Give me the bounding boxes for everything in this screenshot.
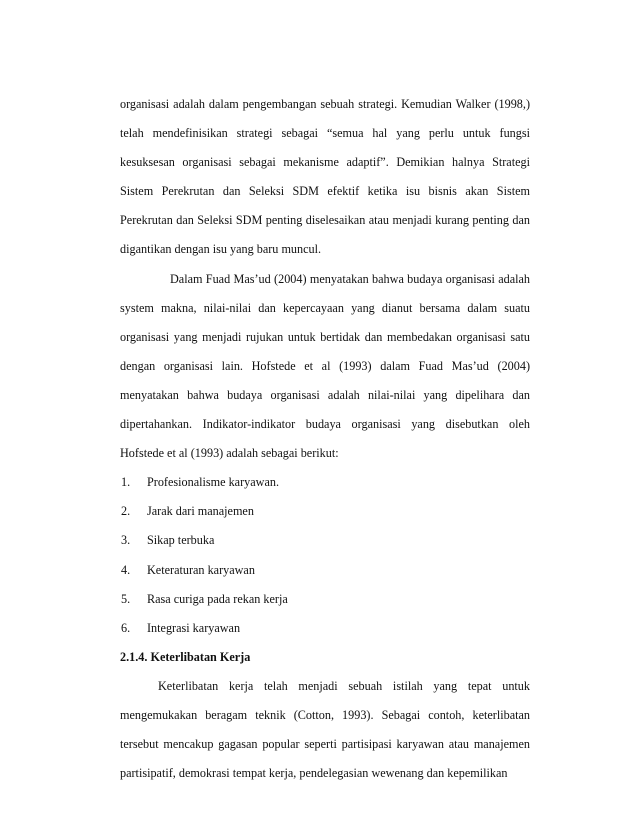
list-item [120,497,530,526]
list-number: 1. [121,475,131,490]
list-text: Jarak dari manajemen [147,504,254,519]
list-text: Keteraturan karyawan [147,562,255,577]
list-item [120,526,530,555]
paragraph-culture: Dalam Fuad Mas’ud (2004) menyatakan bahwa budaya organisasi adalah system makna, nilai-nilai dan kepercayaan yang dianut bersama dalam suatu organisasi yang menjadi rujukan untuk bertidak dan membedakan organisasi satu dengan organisasi lain. Hofstede et al (1993) dalam Fuad Mas’ud (2004) menyatakan bahwa budaya organisasi adalah nilai-nilai yang dipelihara dan dipertahankan. Indikator-indikator budaya organisasi yang disebutkan oleh Hofstede et al (1993) adalah sebagai berikut: [120,271,530,461]
indicator-list [120,468,530,643]
page-content [120,90,530,788]
list-item [120,614,530,643]
list-item [120,585,530,614]
list-item [120,468,530,497]
section-heading: 2.1.4. Keterlibatan Kerja [120,649,251,664]
list-number: 6. [121,620,131,635]
list-text: Rasa curiga pada rekan kerja [147,591,288,606]
paragraph-strategy: organisasi adalah dalam pengembangan sebuah strategi. Kemudian Walker (1998,) telah mendefinisikan strategi sebagai “semua hal yang perlu untuk fungsi kesuksesan organisasi sebagai mekanisme adaptif”. Demikian halnya Strategi Sistem Perekrutan dan Seleksi SDM efektif ketika isu bisnis akan Sistem Perekrutan dan Seleksi SDM penting diselesaikan atau menjadi kurang penting dan digantikan dengan isu yang baru muncul. [120,97,530,257]
paragraph-involvement: Keterlibatan kerja telah menjadi sebuah istilah yang tepat untuk mengemukakan beragam teknik (Cotton, 1993). Sebagai contoh, keterlibatan tersebut mencakup gagasan popular seperti partisipasi karyawan atau manajemen partisipatif, demokrasi tempat kerja, pendelegasian wewenang dan kepemilikan [120,678,530,781]
list-text: Profesionalisme karyawan. [147,475,279,490]
list-item [120,556,530,585]
list-number: 5. [121,591,131,606]
list-number: 3. [121,533,131,548]
list-text: Sikap terbuka [147,533,215,548]
list-number: 4. [121,562,131,577]
list-text: Integrasi karyawan [147,620,241,635]
list-number: 2. [121,504,131,519]
